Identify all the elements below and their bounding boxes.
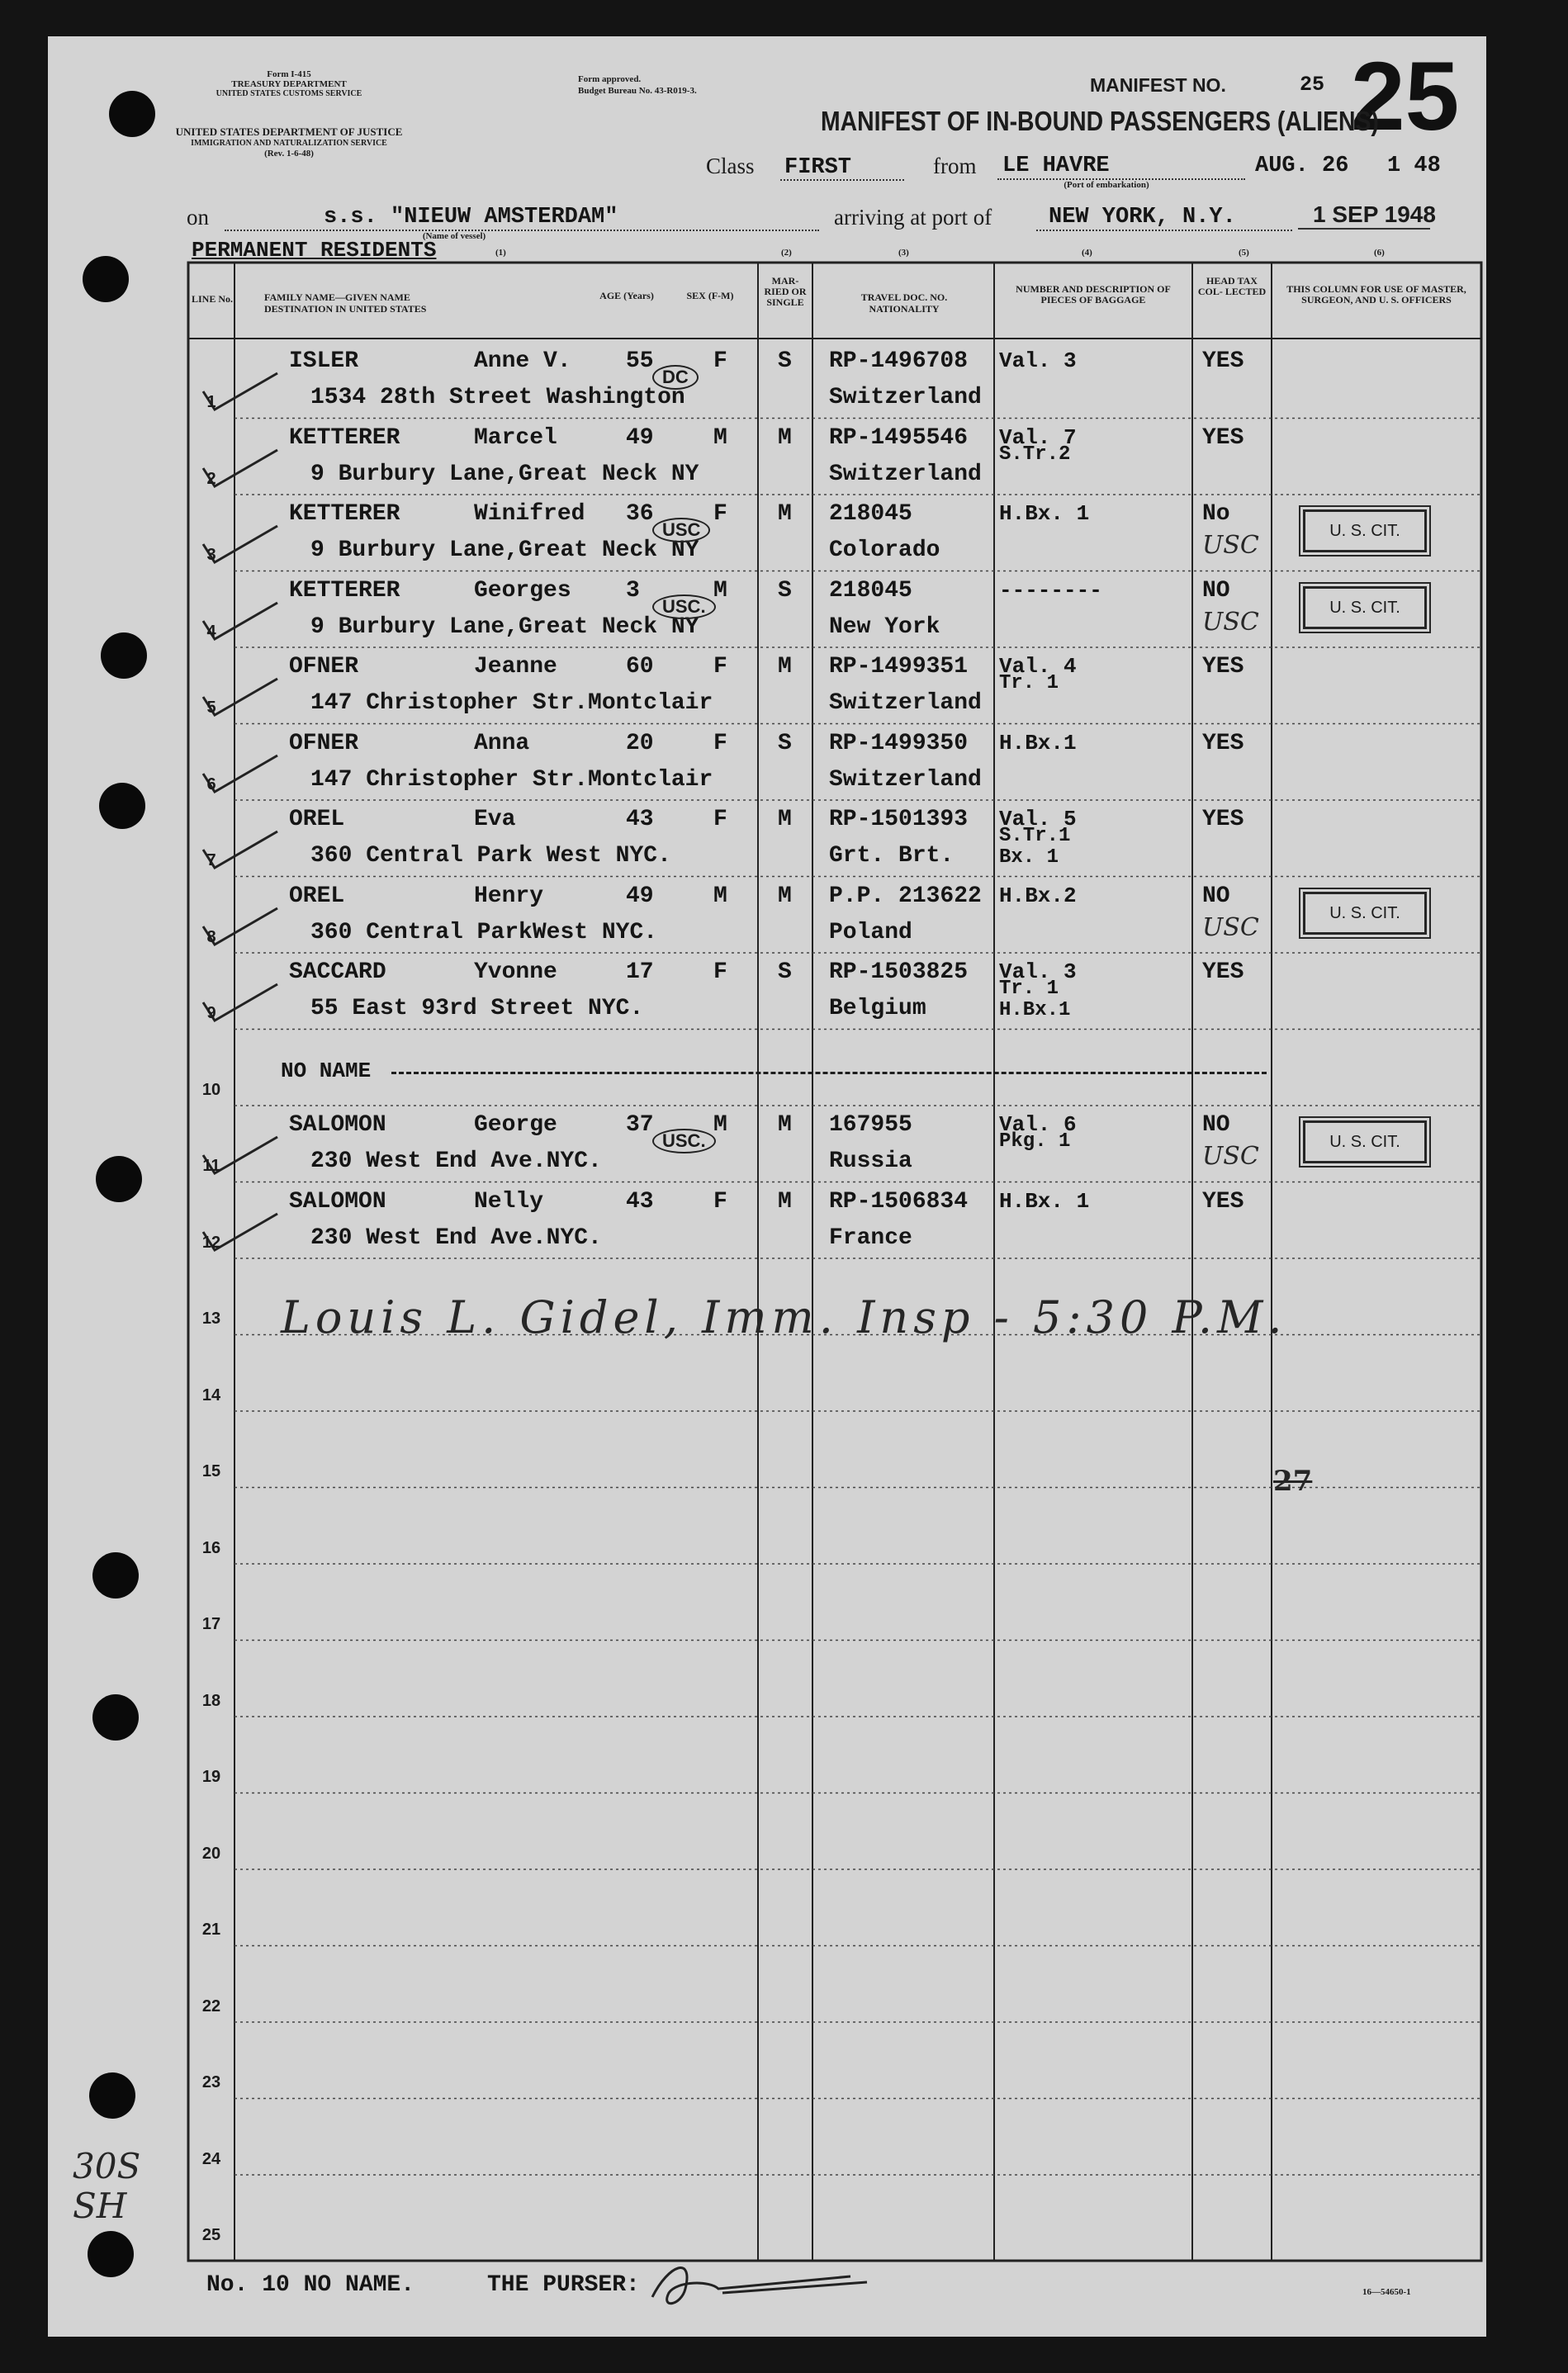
- passenger-destination: 1534 28th Street Washington: [310, 385, 685, 410]
- head-tax-status: YES: [1202, 959, 1244, 985]
- passenger-nationality: Switzerland: [829, 385, 982, 410]
- line-number: 6: [206, 774, 216, 793]
- head-tax-status: NO: [1202, 1112, 1230, 1138]
- passenger-travel-doc: RP-1499351: [829, 654, 969, 680]
- form-number: Form I-415: [267, 69, 311, 79]
- baggage-item: H.Bx. 1: [999, 1188, 1090, 1214]
- form-approved: Form approved.: [578, 74, 642, 84]
- passenger-nationality: Colorado: [829, 538, 940, 563]
- margin-count: 27: [1273, 1465, 1313, 1498]
- line-number: 23: [201, 2073, 221, 2091]
- passenger-travel-doc: RP-1506834: [829, 1188, 969, 1215]
- passenger-travel-doc: RP-1495546: [829, 424, 969, 451]
- column-header-nationality: NATIONALITY: [869, 303, 940, 315]
- column-number: (6): [1374, 248, 1385, 258]
- passenger-given-name: Nelly: [474, 1188, 544, 1215]
- column-header-name: FAMILY NAME—GIVEN NAME: [264, 291, 410, 303]
- handwritten-circled-note: USC.: [652, 1129, 716, 1153]
- passenger-family-name: ISLER: [289, 348, 359, 374]
- passenger-travel-doc: 167955: [829, 1112, 912, 1138]
- column-number: (5): [1239, 248, 1249, 258]
- passenger-destination: 230 West End Ave.NYC.: [310, 1149, 602, 1174]
- baggage-item: Val. 7: [999, 424, 1077, 450]
- passenger-sex: F: [713, 807, 727, 832]
- head-tax-status: NO: [1202, 577, 1230, 604]
- line-number: 8: [206, 927, 216, 946]
- handwritten-circled-note: DC: [652, 365, 699, 390]
- passenger-marital-status: S: [778, 348, 792, 374]
- no-name-dash-line: [391, 1072, 1267, 1074]
- line-number: 22: [201, 1996, 221, 2015]
- column-header-married: MAR- RIED OR SINGLE: [764, 275, 807, 308]
- head-tax-usc-note: USC: [1202, 607, 1259, 637]
- line-number: 9: [206, 1004, 216, 1022]
- treasury-department: TREASURY DEPARTMENT: [231, 79, 347, 89]
- passenger-family-name: KETTERER: [289, 424, 400, 451]
- passenger-family-name: SALOMON: [289, 1188, 386, 1215]
- baggage-item: S.Tr.2: [999, 443, 1071, 466]
- passenger-age: 3: [626, 577, 640, 604]
- line-number: 16: [201, 1538, 221, 1557]
- column-header-destination: DESTINATION IN UNITED STATES: [264, 303, 427, 315]
- column-header-head-tax: HEAD TAX COL- LECTED: [1197, 275, 1267, 297]
- budget-bureau-number: Budget Bureau No. 43-R019-3.: [578, 86, 697, 96]
- line-number: 13: [201, 1310, 221, 1328]
- passenger-family-name: SALOMON: [289, 1112, 386, 1138]
- passenger-marital-status: M: [778, 807, 792, 832]
- passenger-given-name: Jeanne: [474, 654, 557, 680]
- stamped-page-number: 25: [1351, 42, 1460, 151]
- passenger-family-name: SACCARD: [289, 959, 386, 985]
- embarkation-port: LE HAVRE: [1002, 154, 1110, 178]
- passenger-marital-status: M: [778, 501, 792, 527]
- passenger-travel-doc: RP-1501393: [829, 807, 969, 832]
- immigration-service: IMMIGRATION AND NATURALIZATION SERVICE: [191, 139, 387, 148]
- passenger-family-name: OFNER: [289, 730, 359, 756]
- passenger-given-name: George: [474, 1112, 557, 1138]
- passenger-nationality: Belgium: [829, 996, 926, 1021]
- line-number: 19: [201, 1768, 221, 1786]
- inspector-signature-note: Louis L. Gidel, Imm. Insp - 5:30 P.M.: [281, 1291, 1287, 1343]
- passenger-destination: 360 Central ParkWest NYC.: [310, 919, 658, 945]
- passenger-given-name: Eva: [474, 807, 516, 832]
- column-header-line-no: LINE No.: [192, 293, 234, 305]
- passenger-age: 37: [626, 1112, 654, 1138]
- us-citizen-stamp: U. S. CIT.: [1303, 509, 1427, 552]
- passenger-sex: F: [713, 959, 727, 985]
- baggage-item: H.Bx.2: [999, 883, 1077, 908]
- baggage-item: --------: [999, 577, 1102, 603]
- passenger-sex: M: [713, 577, 727, 604]
- form-revision: (Rev. 1-6-48): [264, 149, 314, 159]
- handwritten-circled-note: USC: [652, 518, 710, 542]
- passenger-age: 55: [626, 348, 654, 374]
- baggage-item: Val. 4: [999, 654, 1077, 679]
- line-number: 10: [201, 1080, 221, 1099]
- head-tax-usc-note: USC: [1202, 912, 1259, 942]
- manifest-number-label: MANIFEST NO.: [1090, 74, 1226, 96]
- line-number: 4: [206, 622, 216, 641]
- passenger-age: 43: [626, 807, 654, 832]
- column-header-sex: SEX (F-M): [686, 290, 734, 301]
- passenger-travel-doc: RP-1499350: [829, 730, 969, 756]
- passenger-given-name: Winifred: [474, 501, 585, 527]
- passenger-sex: M: [713, 1112, 727, 1138]
- department-of-justice: UNITED STATES DEPARTMENT OF JUSTICE: [175, 126, 403, 138]
- line-number: 21: [201, 1921, 221, 1939]
- baggage-item: Val. 3: [999, 959, 1077, 984]
- passenger-age: 49: [626, 883, 654, 909]
- line-number: 24: [201, 2149, 221, 2168]
- passenger-sex: F: [713, 654, 727, 680]
- baggage-item: Val. 5: [999, 807, 1077, 831]
- head-tax-usc-note: USC: [1202, 531, 1259, 560]
- us-citizen-stamp: U. S. CIT.: [1303, 1120, 1427, 1163]
- passenger-nationality: New York: [829, 613, 940, 640]
- passenger-marital-status: M: [778, 424, 792, 451]
- form-code: 16—54650-1: [1362, 2287, 1411, 2297]
- column-number: (3): [898, 248, 909, 258]
- passenger-destination: 9 Burbury Lane,Great Neck NY: [310, 538, 699, 563]
- section-label: PERMANENT RESIDENTS: [192, 238, 437, 263]
- baggage-item: Val. 6: [999, 1112, 1077, 1137]
- passenger-family-name: KETTERER: [289, 501, 400, 527]
- passenger-nationality: Poland: [829, 919, 912, 945]
- head-tax-status: YES: [1202, 730, 1244, 756]
- line-number: 15: [201, 1462, 221, 1480]
- head-tax-status: YES: [1202, 424, 1244, 451]
- baggage-item: Val. 3: [999, 348, 1077, 373]
- baggage-item: H.Bx. 1: [999, 501, 1090, 526]
- head-tax-status: NO: [1202, 883, 1230, 909]
- passenger-travel-doc: RP-1503825: [829, 959, 969, 985]
- line-number: 5: [206, 699, 216, 717]
- handwritten-circled-note: USC.: [652, 594, 716, 619]
- head-tax-status: YES: [1202, 348, 1244, 374]
- head-tax-usc-note: USC: [1202, 1142, 1259, 1171]
- passenger-marital-status: S: [778, 577, 792, 604]
- column-number: (2): [781, 248, 792, 258]
- line-number: 11: [202, 1157, 220, 1175]
- line-number: 1: [206, 393, 216, 411]
- line-number: 25: [201, 2226, 221, 2244]
- passenger-travel-doc: 218045: [829, 577, 912, 604]
- customs-service: UNITED STATES CUSTOMS SERVICE: [216, 89, 362, 98]
- head-tax-status: YES: [1202, 1188, 1244, 1215]
- passenger-destination: 9 Burbury Lane,Great Neck NY: [310, 613, 699, 640]
- line-number: 20: [201, 1844, 221, 1863]
- baggage-item: S.Tr.1: [999, 825, 1071, 847]
- passenger-given-name: Yvonne: [474, 959, 557, 985]
- baggage-item: Pkg. 1: [999, 1130, 1071, 1153]
- passenger-marital-status: M: [778, 1188, 792, 1215]
- passenger-destination: 55 East 93rd Street NYC.: [310, 996, 644, 1021]
- head-tax-status: YES: [1202, 807, 1244, 832]
- passenger-travel-doc: 218045: [829, 501, 912, 527]
- arrival-date-stamp: 1 SEP 1948: [1313, 201, 1436, 227]
- passenger-family-name: OFNER: [289, 654, 359, 680]
- on-label: on: [187, 205, 209, 230]
- passenger-age: 60: [626, 654, 654, 680]
- passenger-destination: 360 Central Park West NYC.: [310, 843, 671, 869]
- departure-year: 1 48: [1387, 154, 1441, 178]
- purser-signature: [644, 2247, 875, 2322]
- line-number: 14: [201, 1385, 221, 1404]
- passenger-travel-doc: P.P. 213622: [829, 883, 982, 909]
- purser-label: THE PURSER:: [487, 2272, 640, 2298]
- column-header-officers: THIS COLUMN FOR USE OF MASTER, SURGEON, AND U. S. OFFICERS: [1286, 283, 1466, 306]
- arriving-label: arriving at port of: [834, 205, 992, 230]
- line-number: 12: [201, 1233, 221, 1252]
- passenger-sex: F: [713, 730, 727, 756]
- line-number: 2: [206, 469, 216, 488]
- class-value: FIRST: [784, 155, 852, 180]
- column-header-travel-doc: TRAVEL DOC. NO.: [860, 291, 948, 303]
- passenger-given-name: Henry: [474, 883, 544, 909]
- baggage-item: H.Bx.1: [999, 999, 1071, 1021]
- passenger-age: 17: [626, 959, 654, 985]
- passenger-family-name: KETTERER: [289, 577, 400, 604]
- passenger-destination: 230 West End Ave.NYC.: [310, 1224, 602, 1251]
- embarkation-caption: (Port of embarkation): [1063, 180, 1149, 190]
- no-name-entry: NO NAME: [281, 1059, 372, 1083]
- passenger-destination: 147 Christopher Str.Montclair: [310, 690, 713, 716]
- us-citizen-stamp: U. S. CIT.: [1303, 586, 1427, 629]
- us-citizen-stamp: U. S. CIT.: [1303, 892, 1427, 935]
- passenger-nationality: France: [829, 1224, 912, 1251]
- passenger-given-name: Georges: [474, 577, 571, 604]
- passenger-age: 20: [626, 730, 654, 756]
- head-tax-status: YES: [1202, 654, 1244, 680]
- passenger-sex: M: [713, 424, 727, 451]
- passenger-marital-status: M: [778, 883, 792, 909]
- class-label: Class: [706, 154, 755, 178]
- passenger-sex: F: [713, 501, 727, 527]
- passenger-nationality: Russia: [829, 1149, 912, 1174]
- baggage-item: Bx. 1: [999, 846, 1059, 869]
- line-number: 7: [206, 851, 216, 869]
- passenger-sex: M: [713, 883, 727, 909]
- passenger-nationality: Switzerland: [829, 690, 982, 716]
- passenger-travel-doc: RP-1496708: [829, 348, 969, 374]
- passenger-family-name: OREL: [289, 883, 345, 909]
- passenger-age: 43: [626, 1188, 654, 1215]
- passenger-marital-status: M: [778, 654, 792, 680]
- column-number: (4): [1082, 248, 1092, 258]
- passenger-marital-status: S: [778, 730, 792, 756]
- passenger-family-name: OREL: [289, 807, 345, 832]
- line-number: 18: [201, 1691, 221, 1710]
- footer-no-name-count: No. 10 NO NAME.: [206, 2272, 415, 2298]
- passenger-given-name: Anna: [474, 730, 530, 756]
- baggage-item: H.Bx.1: [999, 730, 1077, 755]
- column-number: (1): [495, 248, 506, 258]
- from-label: from: [933, 154, 977, 178]
- passenger-nationality: Switzerland: [829, 766, 982, 793]
- passenger-nationality: Grt. Brt.: [829, 843, 955, 869]
- arrival-port: NEW YORK, N.Y.: [1049, 205, 1236, 230]
- passenger-marital-status: M: [778, 1112, 792, 1138]
- passenger-age: 49: [626, 424, 654, 451]
- column-header-age: AGE (Years): [599, 290, 654, 301]
- baggage-item: Tr. 1: [999, 672, 1059, 694]
- passenger-given-name: Anne V.: [474, 348, 571, 374]
- passenger-marital-status: S: [778, 959, 792, 985]
- passenger-nationality: Switzerland: [829, 461, 982, 487]
- head-tax-status: No: [1202, 501, 1230, 527]
- baggage-item: Tr. 1: [999, 978, 1059, 1000]
- line-number: 17: [201, 1615, 221, 1633]
- margin-initials: 30S SH: [73, 2146, 141, 2226]
- vessel-caption: (Name of vessel): [422, 231, 486, 241]
- passenger-given-name: Marcel: [474, 424, 557, 451]
- passenger-destination: 147 Christopher Str.Montclair: [310, 766, 713, 793]
- passenger-sex: F: [713, 348, 727, 374]
- column-header-baggage: NUMBER AND DESCRIPTION OF PIECES OF BAGGAGE: [1016, 283, 1171, 306]
- manifest-number: 25: [1300, 73, 1325, 97]
- passenger-sex: F: [713, 1188, 727, 1215]
- passenger-age: 36: [626, 501, 654, 527]
- line-number: 3: [206, 546, 216, 564]
- manifest-title: MANIFEST OF IN-BOUND PASSENGERS (ALIENS): [821, 106, 1379, 136]
- passenger-destination: 9 Burbury Lane,Great Neck NY: [310, 461, 699, 487]
- vessel-name: s.s. "NIEUW AMSTERDAM": [324, 205, 618, 230]
- departure-date: AUG. 26: [1255, 154, 1349, 178]
